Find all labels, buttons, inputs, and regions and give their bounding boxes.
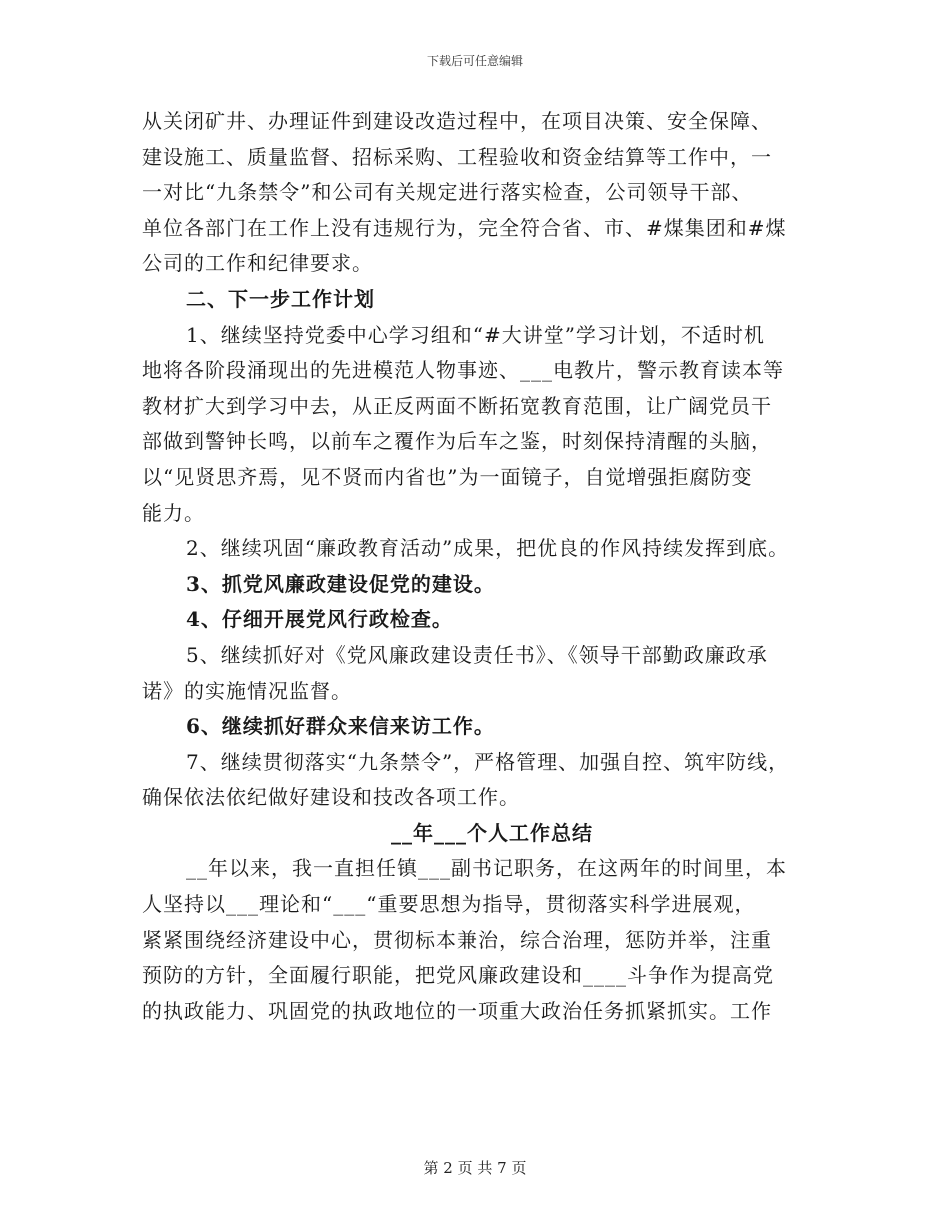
paragraph-line: __年以来，我一直担任镇___副书记职务，在这两年的时间里，本 <box>186 856 787 881</box>
list-item: 2、继续巩固“廉政教育活动”成果，把优良的作风持续发挥到底。 <box>186 536 790 561</box>
list-item: 3、抓党风廉政建设促党的建设。 <box>186 571 495 596</box>
paragraph-line: 诺》的实施情况监督。 <box>142 678 352 703</box>
paragraph-line: 教材扩大到学习中去，从正反两面不断拓宽教育范围，让广阔党员干 <box>142 393 772 418</box>
paragraph-line: 以“见贤思齐焉，见不贤而内省也”为一面镜子，自觉增强拒腐防变 <box>142 464 753 489</box>
list-item: 6、继续抓好群众来信来访工作。 <box>186 714 495 739</box>
paragraph-line: 人坚持以___理论和“___“重要思想为指导，贯彻落实科学进展观， <box>142 892 756 917</box>
document-body <box>142 104 842 1029</box>
section-heading: 二、下一步工作计划 <box>186 286 375 311</box>
list-item: 4、仔细开展党风行政检查。 <box>186 607 453 632</box>
page-header: 下载后可任意编辑 <box>426 54 523 68</box>
page-footer: 第 2 页 共 7 页 <box>423 1159 527 1177</box>
paragraph-line: 部做到警钟长鸣，以前车之覆作为后车之鉴，时刻保持清醒的头脑， <box>142 429 772 454</box>
paragraph-line: 单位各部门在工作上没有违规行为，完全符合省、市、#煤集团和#煤 <box>142 215 787 240</box>
list-item: 1、继续坚持党委中心学习组和“#大讲堂”学习计划，不适时机 <box>186 322 765 347</box>
paragraph-line: 建设施工、质量监督、招标采购、工程验收和资金结算等工作中，一 <box>142 144 772 169</box>
paragraph-line: 一对比“九条禁令”和公司有关规定进行落实检查，公司领导干部、 <box>142 180 753 205</box>
paragraph-line: 预防的方针，全面履行职能，把党风廉政建设和____斗争作为提高党 <box>142 963 774 988</box>
list-item: 7、继续贯彻落实“九条禁令”，严格管理、加强自控、筑牢防线， <box>186 749 790 774</box>
paragraph-line: 的执政能力、巩固党的执政地位的一项重大政治任务抓紧抓实。工作 <box>142 998 772 1023</box>
paragraph-line: 能力。 <box>142 500 205 525</box>
paragraph-line: 地将各阶段涌现出的先进模范人物事迹、___电教片，警示教育读本等 <box>142 358 784 383</box>
paragraph-line: 紧紧围绕经济建设中心，贯彻标本兼治，综合治理，惩防并举，注重 <box>142 927 772 952</box>
paragraph-line: 从关闭矿井、办理证件到建设改造过程中，在项目决策、安全保障、 <box>142 109 772 133</box>
list-item: 5、继续抓好对《党风廉政建设责任书》、《领导干部勤政廉政承 <box>186 642 768 667</box>
document-title: __年___个人工作总结 <box>391 820 593 845</box>
paragraph-line: 确保依法依纪做好建设和技改各项工作。 <box>142 785 520 810</box>
paragraph-line: 公司的工作和纪律要求。 <box>142 251 373 276</box>
